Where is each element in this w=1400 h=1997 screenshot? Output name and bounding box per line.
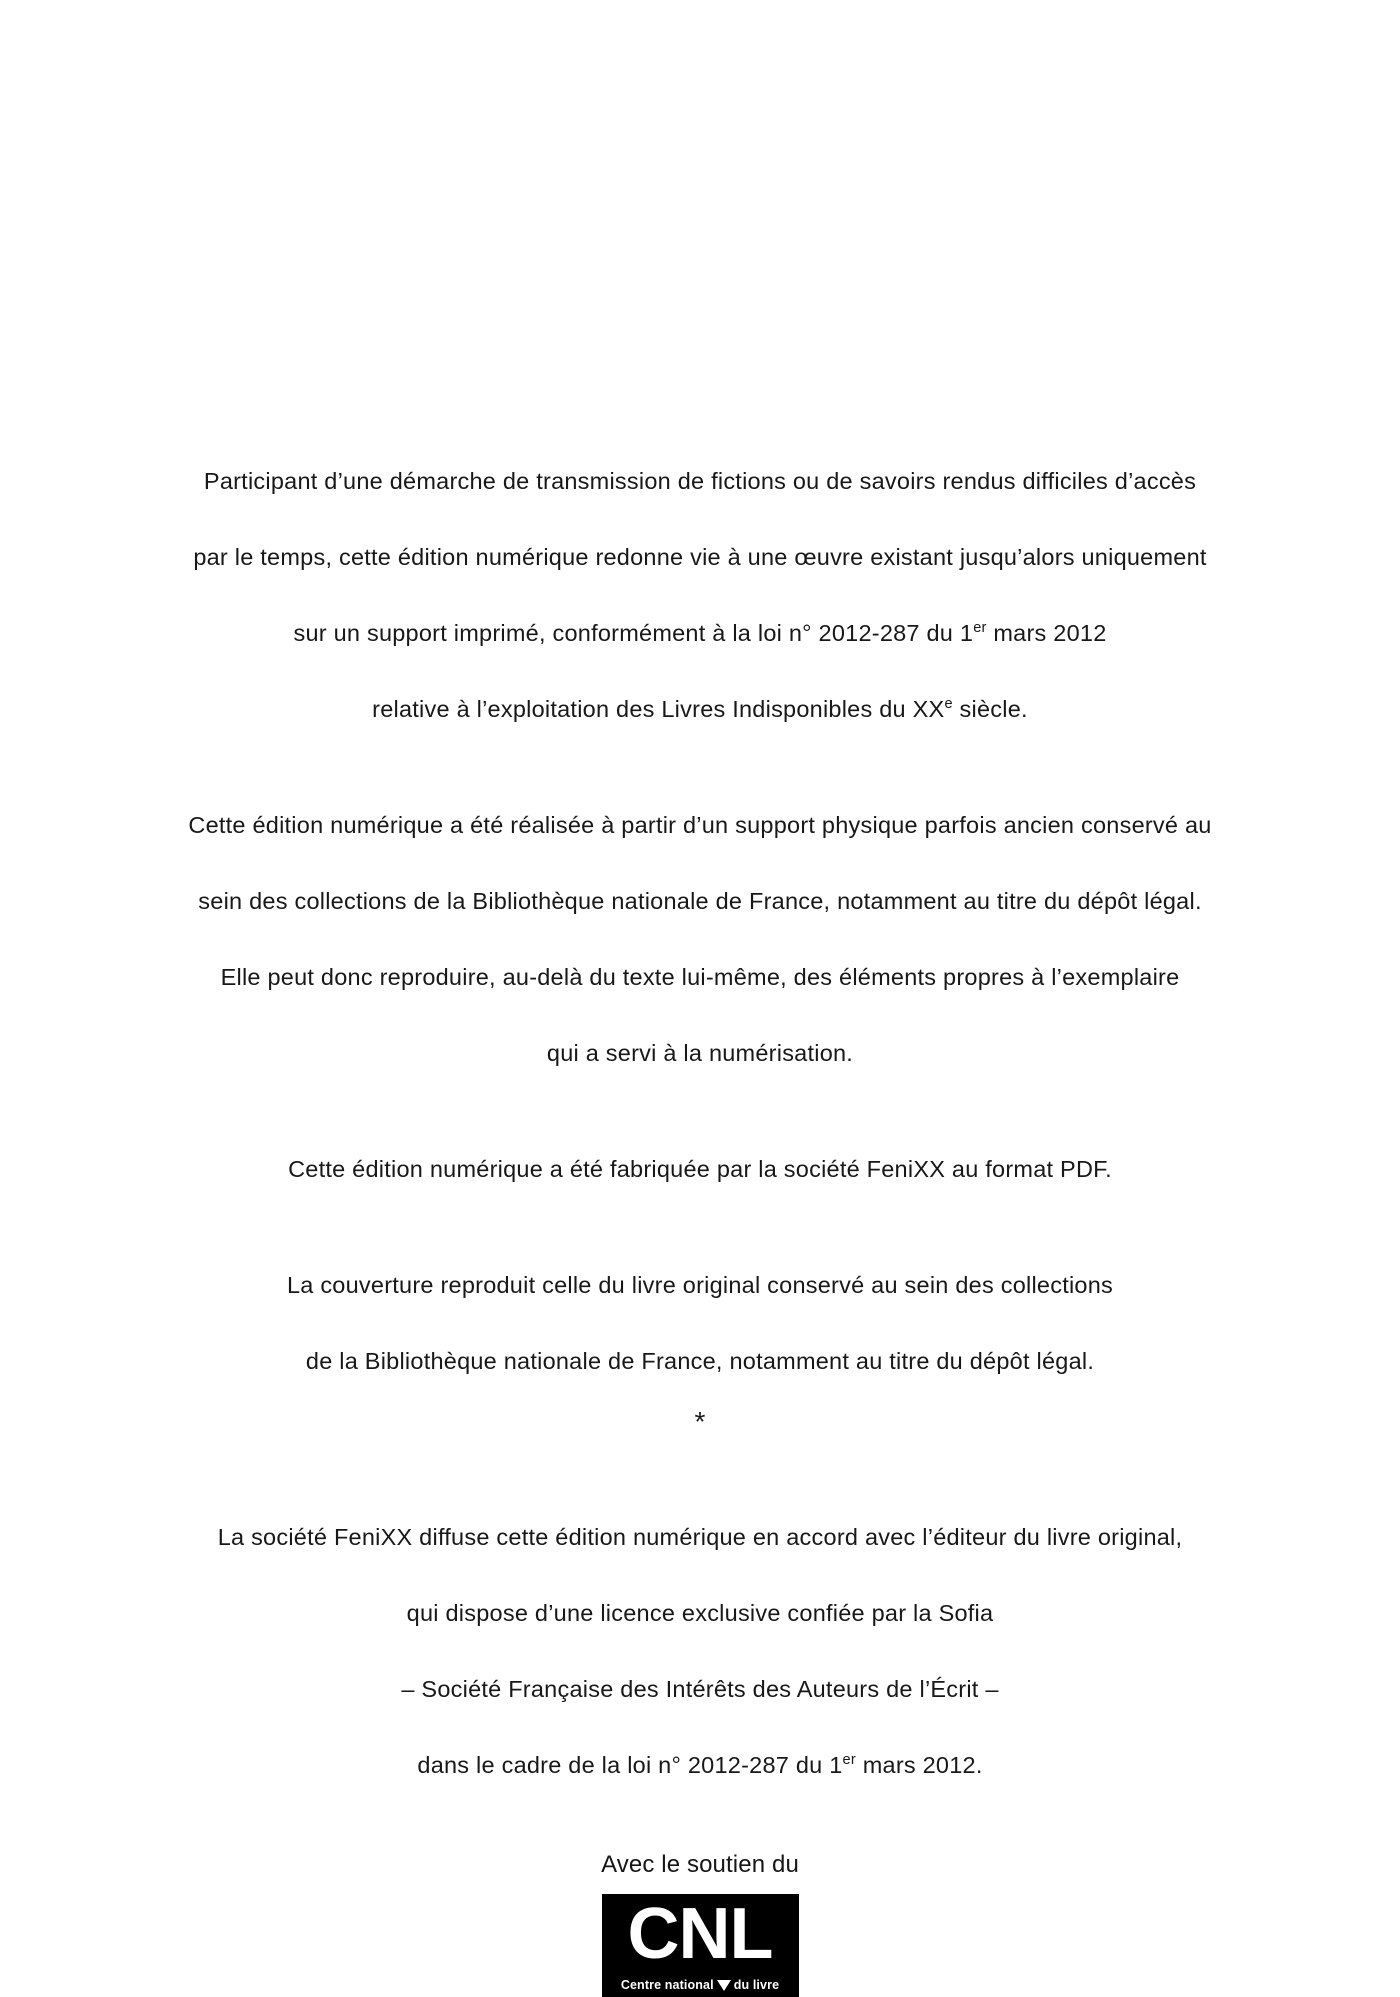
cnl-tagline-left: Centre national: [620, 1978, 714, 1992]
paragraph-line: Participant d’une démarche de transmission de fictions ou de savoirs rendus difficiles d’accès: [203, 468, 1197, 494]
support-section: [145, 1850, 1255, 1997]
support-label: Avec le soutien du: [601, 1851, 799, 1878]
paragraph-transmission: [145, 424, 1255, 728]
ordinal-suffix: e: [944, 696, 953, 713]
cnl-logo: [602, 1894, 799, 1997]
paragraph-line: de la Bibliothèque nationale de France, notamment au titre du dépôt légal.: [305, 1348, 1095, 1374]
paragraph-line: – Société Française des Intérêts des Auteurs de l’Écrit –: [401, 1676, 999, 1702]
paragraph-cover: [145, 1228, 1255, 1380]
paragraph-line: qui a servi à la numérisation.: [546, 1040, 854, 1066]
triangle-icon: [717, 1980, 731, 1991]
paragraph-line: Cette édition numérique a été fabriquée par la société FeniXX au format PDF.: [288, 1156, 1112, 1182]
ordinal-suffix: er: [973, 620, 987, 637]
paragraph-line: La couverture reproduit celle du livre original conservé au sein des collections: [286, 1272, 1114, 1298]
paragraph-line: mars 2012.: [855, 1752, 983, 1778]
paragraph-line: La société FeniXX diffuse cette édition numérique en accord avec l’éditeur du livre original,: [217, 1524, 1183, 1550]
paragraph-licence: [145, 1480, 1255, 1784]
cnl-logo-tagline: [602, 1978, 799, 1992]
cnl-logo-letters: CNL: [627, 1894, 773, 1974]
paragraph-line: sur un support imprimé, conformément à la loi n° 2012-287 du 1: [293, 620, 974, 646]
paragraph-line: sein des collections de la Bibliothèque nationale de France, notamment au titre du dépôt légal.: [198, 888, 1202, 914]
paragraph-source: [145, 768, 1255, 1072]
paragraph-format: [145, 1112, 1255, 1188]
cnl-tagline-right: du livre: [733, 1978, 780, 1992]
paragraph-line: Cette édition numérique a été réalisée à partir d’un support physique parfois ancien conservé au: [188, 812, 1212, 838]
ordinal-suffix: er: [842, 1752, 856, 1769]
paragraph-line: relative à l’exploitation des Livres Indisponibles du XX: [372, 696, 945, 722]
legal-notice-block: [145, 424, 1255, 1997]
paragraph-line: qui dispose d’une licence exclusive confiée par la Sofia: [406, 1600, 994, 1626]
paragraph-line: dans le cadre de la loi n° 2012-287 du 1: [417, 1752, 843, 1778]
paragraph-line: par le temps, cette édition numérique redonne vie à une œuvre existant jusqu’alors uniquement: [193, 544, 1207, 570]
paragraph-line: Elle peut donc reproduire, au-delà du texte lui-même, des éléments propres à l’exemplaire: [220, 964, 1180, 990]
paragraph-line: siècle.: [952, 696, 1028, 722]
paragraph-line: mars 2012: [986, 620, 1107, 646]
section-separator: *: [694, 1406, 706, 1437]
